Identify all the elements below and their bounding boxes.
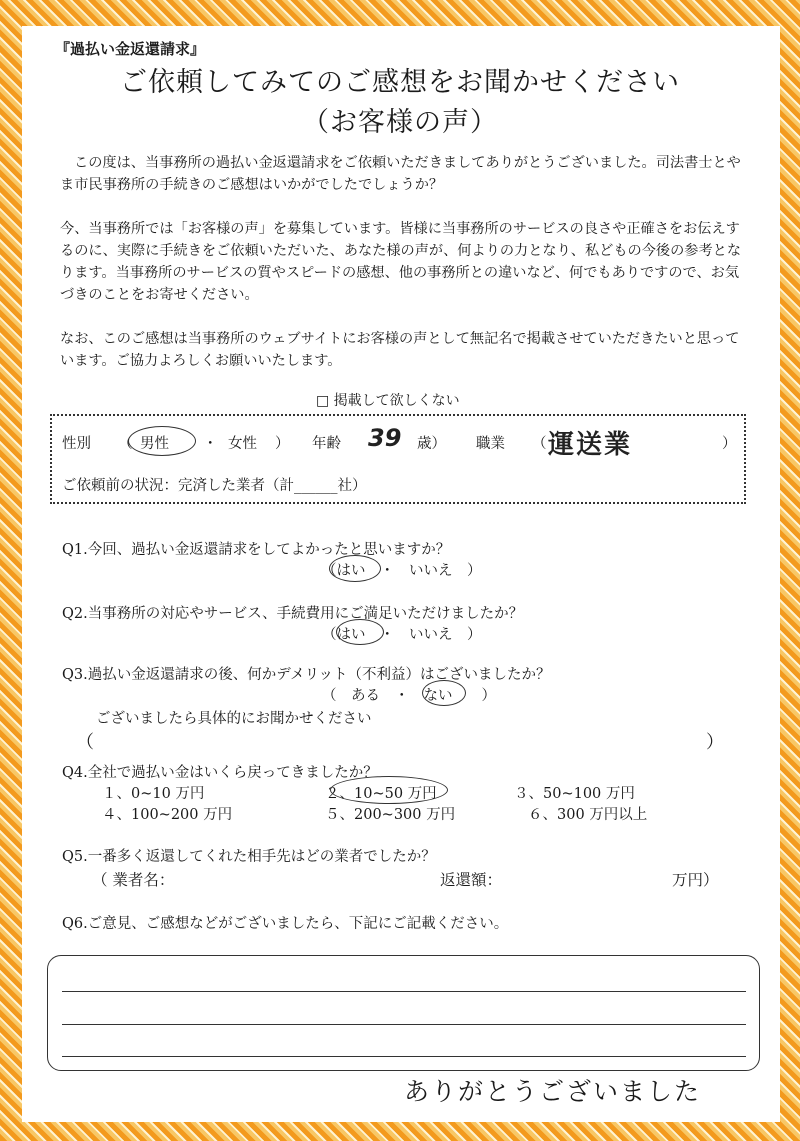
gender-separator: ・	[203, 436, 218, 452]
q5-question: Q5.一番多く返還してくれた相手先はどの業者でしたか？	[62, 849, 436, 865]
job-close-paren: ）	[722, 436, 737, 452]
age-unit: 歳）	[417, 436, 446, 452]
q2-options[interactable]: （はい ・ いいえ ）	[322, 627, 482, 643]
age-handwritten-value: 39	[368, 424, 402, 452]
q6-question: Q6.ご意見、ご感想などがございましたら、下記にご記載ください。	[62, 916, 509, 932]
job-open-paren: （	[532, 436, 547, 452]
comment-line	[62, 1024, 746, 1025]
page-subtitle: （お客様の声）	[302, 107, 498, 138]
q5-vendor-label: （ 業者名：	[92, 871, 175, 889]
male-selection-circle	[128, 426, 196, 456]
q5-amount-label: 返還額：	[440, 871, 503, 889]
q3-close-paren: ）	[706, 732, 724, 753]
q4-option-1[interactable]: １、0~10 万円	[102, 786, 205, 802]
q1-yes-circle	[329, 555, 381, 582]
q4-option-2[interactable]: ２、10~50 万円	[325, 786, 437, 802]
q3-options[interactable]: （ ある ・ ない ）	[322, 688, 496, 704]
age-label: 年齢	[312, 436, 341, 452]
job-handwritten-value: 運送業	[548, 430, 633, 460]
q4-option-6[interactable]: ６、300 万円以上	[528, 807, 648, 823]
q4-option-3[interactable]: ３、50~100 万円	[514, 786, 635, 802]
q5-amount-unit: 万円）	[672, 871, 719, 889]
gender-label: 性別	[62, 436, 91, 452]
q3-no-circle	[422, 680, 466, 706]
pre-request-status: ご依頼前の状況：完済した業者（計______社）	[62, 478, 367, 494]
q3-followup: ございましたら具体的にお聞かせください	[96, 711, 372, 727]
comment-box[interactable]	[47, 955, 760, 1071]
page-title: ご依頼してみてのご感想をお聞かせください	[120, 67, 680, 98]
gender-close-paren: ）	[275, 436, 290, 452]
q4-question: Q4.全社で過払い金はいくら戻ってきましたか？	[62, 765, 378, 781]
q1-question: Q1.今回、過払い金返還請求をしてよかったと思いますか？	[62, 542, 451, 558]
q3-open-paren: （	[76, 732, 94, 753]
gender-female-option[interactable]: 女性	[228, 436, 257, 452]
q4-option-4[interactable]: ４、100~200 万円	[102, 807, 233, 823]
gender-male-option[interactable]: 男性	[140, 436, 169, 452]
intro-paragraph-1: この度は、当事務所の過払い金返還請求をご依頼いただきましてありがとうございました。司法書士とやま市民事務所の手続きのご感想はいかがでしたでしょうか？	[60, 155, 741, 193]
gender-open-paren: （	[118, 436, 133, 452]
q1-options[interactable]: （はい ・ いいえ ）	[322, 563, 482, 579]
q3-question: Q3.過払い金返還請求の後、何かデメリット（不利益）はございましたか？	[62, 667, 551, 683]
q2-question: Q2.当事務所の対応やサービス、手続費用にご満足いただけましたか？	[62, 606, 524, 622]
job-label: 職業	[476, 436, 505, 452]
q2-yes-circle	[336, 619, 384, 645]
closing-thanks: ありがとうございました	[404, 1077, 702, 1106]
form-tag: 『過払い金返還請求』	[55, 40, 206, 58]
comment-line	[62, 1056, 746, 1057]
comment-line	[62, 991, 746, 992]
publish-optout-checkbox[interactable]: □ 掲載して欲しくない	[316, 393, 460, 409]
intro-paragraph-2: 今、当事務所では「お客様の声」を募集しています。皆様に当事務所のサービスの良さや正確さをお伝えするのに、実際に手続きをご依頼いただいた、あなた様の声が、何よりの力となり、私どもの今後の参考となります。当事務所のサービスの質やスピードの感想、他の事務所との違いなど、何でもありですので、お気づきのことをお寄せください。	[60, 221, 742, 303]
q4-option-5[interactable]: ５、200~300 万円	[325, 807, 456, 823]
q4-option-2-circle	[330, 776, 448, 804]
intro-paragraph-3: なお、このご感想は当事務所のウェブサイトにお客様の声として無記名で掲載させていただきたいと思っています。ご協力よろしくお願いいたします。	[60, 331, 740, 369]
